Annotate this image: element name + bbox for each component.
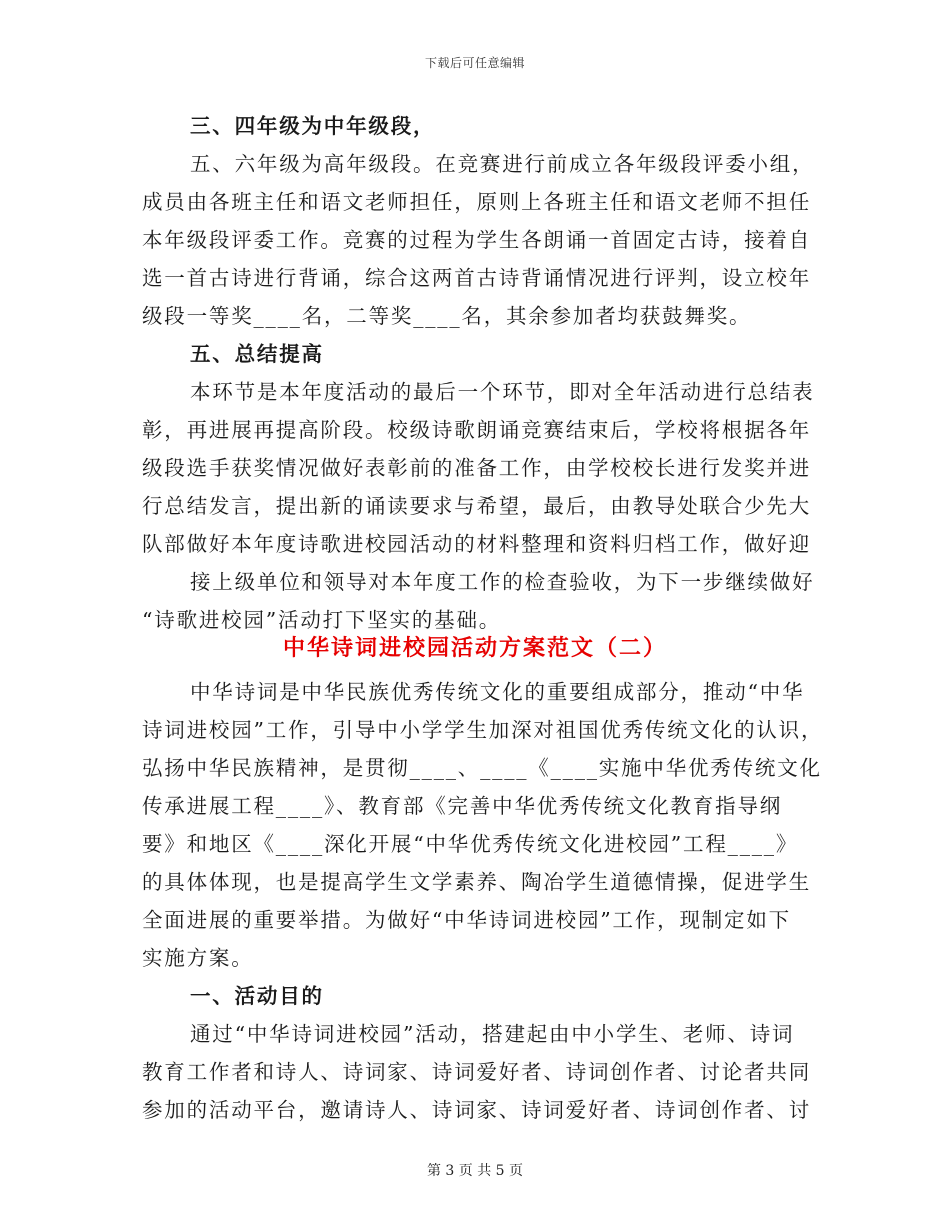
- body-line: 彰，再进展再提高阶段。校级诗歌朗诵竞赛结束后，学校将根据各年: [142, 418, 811, 442]
- section-line-grade-middle: 三、四年级为中年级段，: [190, 114, 436, 138]
- body-line: 传承进展工程____》、教育部《完善中华优秀传统文化教育指导纲: [142, 794, 783, 818]
- body-line: 全面进展的重要举措。为做好“中华诗词进校园”工作，现制定如下: [142, 908, 791, 932]
- section-heading-purpose: 一、活动目的: [190, 984, 324, 1008]
- body-line: 通过“中华诗词进校园”活动，搭建起由中小学生、老师、诗词: [190, 1022, 795, 1046]
- section-heading-summary: 五、总结提高: [190, 342, 324, 366]
- body-line: 教育工作者和诗人、诗词家、诗词爱好者、诗词创作者、讨论者共同: [142, 1060, 811, 1084]
- body-line: 弘扬中华民族精神，是贯彻____、____《____实施中华优秀传统文化: [142, 756, 822, 780]
- body-line: 成员由各班主任和语文老师担任，原则上各班主任和语文老师不担任: [142, 190, 811, 214]
- body-line: 中华诗词是中华民族优秀传统文化的重要组成部分，推动“中华: [190, 680, 805, 704]
- body-line: 五、六年级为高年级段。在竞赛进行前成立各年级段评委小组，: [190, 152, 815, 176]
- page-header: 下载后可任意编辑: [424, 56, 525, 70]
- body-line: 的具体体现，也是提高学生文学素养、陶冶学生道德情操，促进学生: [142, 870, 811, 894]
- body-line: 接上级单位和领导对本年度工作的检查验收，为下一步继续做好: [190, 570, 815, 594]
- body-line: 实施方案。: [142, 946, 254, 970]
- body-line: 本年级段评委工作。竞赛的过程为学生各朗诵一首固定古诗，接着自: [142, 228, 811, 252]
- body-line: 队部做好本年度诗歌进校园活动的材料整理和资料归档工作，做好迎: [142, 532, 811, 556]
- page-footer: 第 3 页 共 5 页: [426, 1163, 524, 1179]
- body-line: 诗词进校园”工作，引导中小学学生加深对祖国优秀传统文化的认识，: [142, 718, 824, 742]
- body-line: 本环节是本年度活动的最后一个环节，即对全年活动进行总结表: [190, 380, 815, 404]
- document-title: 中华诗词进校园活动方案范文（二）: [282, 635, 667, 661]
- body-line: 要》和地区《____深化开展“中华优秀传统文化进校园”工程____》: [142, 832, 799, 856]
- body-line: 行总结发言，提出新的诵读要求与希望，最后，由教导处联合少先大: [142, 494, 811, 518]
- body-line: 选一首古诗进行背诵，综合这两首古诗背诵情况进行评判，设立校年: [142, 266, 811, 290]
- body-line: 级段选手获奖情况做好表彰前的准备工作，由学校校长进行发奖并进: [142, 456, 811, 480]
- body-line: 级段一等奖____名，二等奖____名，其余参加者均获鼓舞奖。: [142, 304, 752, 328]
- body-line: “诗歌进校园”活动打下坚实的基础。: [142, 608, 502, 632]
- body-line: 参加的活动平台，邀请诗人、诗词家、诗词爱好者、诗词创作者、讨: [142, 1098, 811, 1122]
